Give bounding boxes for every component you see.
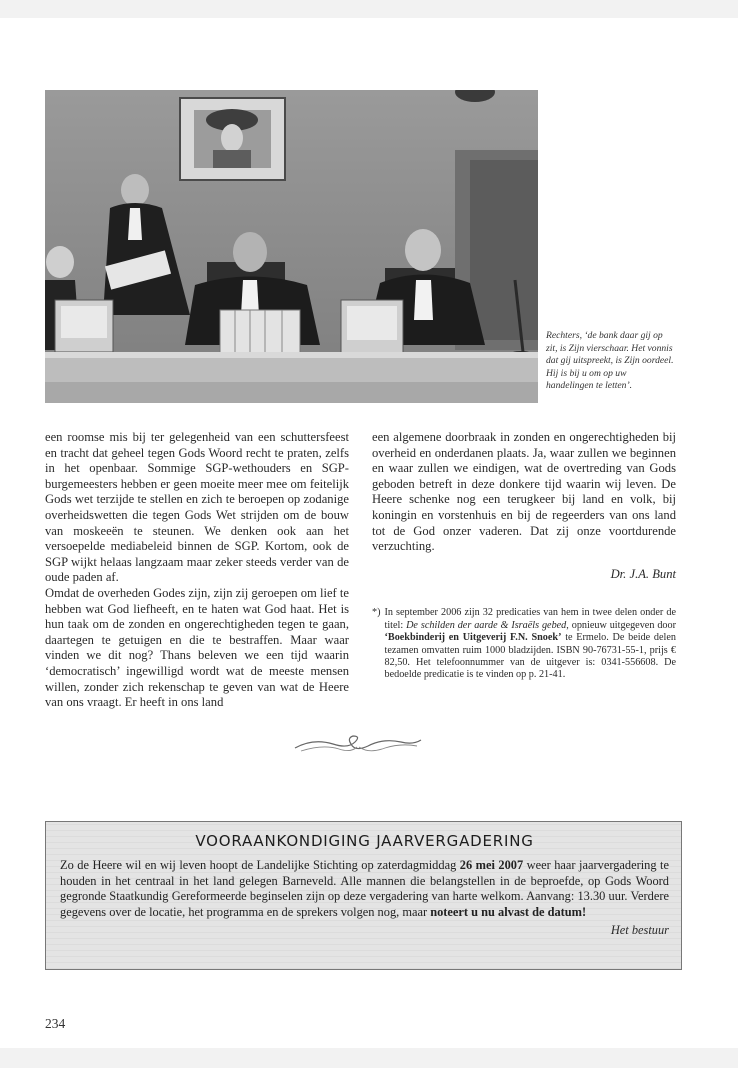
announcement-text — [60, 858, 669, 920]
book-title: De schilden der aarde & Israëls gebed — [406, 619, 567, 631]
decorative-flourish-icon — [293, 732, 423, 758]
court-photo — [45, 90, 538, 403]
page-number: 234 — [45, 1016, 66, 1031]
article-column-left — [45, 430, 349, 711]
announcement-box — [45, 821, 682, 970]
article-column-right — [372, 430, 676, 682]
scan-edge-bottom — [0, 1048, 738, 1068]
announcement-text-part: Zo de Heere wil en wij leven hoopt de Landelijke Stichting op zaterdagmiddag — [60, 858, 460, 872]
announcement-text-part: weer haar jaarvergadering te houden in het centraal in het land gelegen Barneveld. Alle mannen die belangstellen in de beproefde, op Gods Woord gegronde Staatkundig Gereformeerde beginselen zijn op deze vergadering van harte welkom. Aanvang: 13.30 uur. Verdere gegevens over de locatie, het programma en de sprekers volgen nog, maar — [60, 858, 669, 919]
article-paragraph: een algemene doorbraak in zonden en ongerechtigheden bij overheid en onderdanen plaats. Ja, waar zullen we beginnen en waar zullen we eindigen, wat de overtreding van Gods geboden betreft in deze donkere tijd waarin wij leven. De Heere schenke nog een terugkeer bij land en volk, bij koningin en vorstenhuis en bij de regeerders van ons land tot de God onzer vaderen. Dat zij onze voortdurende verzuchting. — [372, 430, 676, 554]
announcement-title: VOORAANKONDIGING JAARVERGADERING — [195, 832, 534, 850]
scan-edge-top — [0, 0, 738, 18]
footnote-connector: , opnieuw uitgegeven door — [566, 619, 676, 631]
judges-illustration — [45, 90, 538, 403]
meeting-date: 26 mei 2007 — [459, 858, 524, 872]
announcement-emphasis: noteert u nu alvast de datum! — [430, 904, 587, 919]
footnote-intro: In september 2006 zijn 32 predicaties van hem in twee delen onder de titel: — [384, 607, 676, 631]
footnote-text — [385, 607, 677, 681]
footnote-details: te Ermelo. De beide delen tezamen omvatten ruim 1000 bladzijden. ISBN 90-76731-55-1, prijs € 82,50. Het telefoonnummer van de uitgever is: 0341-556608. De bedoelde predicatie is te vinden op p. 21-41. — [384, 632, 676, 681]
footnote — [372, 607, 676, 681]
publisher-name: ‘Boekbinderij en Uitgeverij F.N. Snoek’ — [384, 632, 562, 644]
footnote-mark: *) — [372, 607, 381, 619]
photo-caption: Rechters, ‘de bank daar gij op zit, is Zijn vierschaar. Het vonnis dat gij uitspreekt, is Zijn oordeel. Hij is bij u om op uw handelingen te letten’. — [546, 330, 674, 392]
announcement-signature: Het bestuur — [610, 923, 669, 938]
article-paragraph: Omdat de overheden Godes zijn, zijn zij geroepen om lief te hebben wat God liefheeft, en te haten wat God haat. Het is hun taak om de zonden en ongerechtigheden tegen te gaan, daartegen te getuigen en die te bestraffen. Maar waar vinden we dit nog? Thans beleven we een tijd waarin ‘democratisch’ ingewilligd wordt wat de meeste mensen willen, zonder zich rekenschap te geven van wat de Heere van ons vraagt. Er heeft in ons land — [45, 585, 349, 710]
article-paragraph: een roomse mis bij ter gelegenheid van een schuttersfeest en tracht dat geheel tegen Gods Woord recht te praten, zelfs in het openbaar. Sommige SGP-wethouders en SGP-burgemeesters hebben er geen moeite meer mee om feitelijk Gods wet terzijde te stellen en zich te beroepen op zodanige overheidswetten die tegen Gods Wet strijden om de bouw van moskeeën te steunen. We denken ook aan het versoepelde mediabeleid binnen de SGP. Kortom, ook de SGP wijkt helaas langzaam maar zeker steeds verder van de oude paden af. — [45, 430, 349, 585]
author-signature: Dr. J.A. Bunt — [610, 566, 676, 581]
